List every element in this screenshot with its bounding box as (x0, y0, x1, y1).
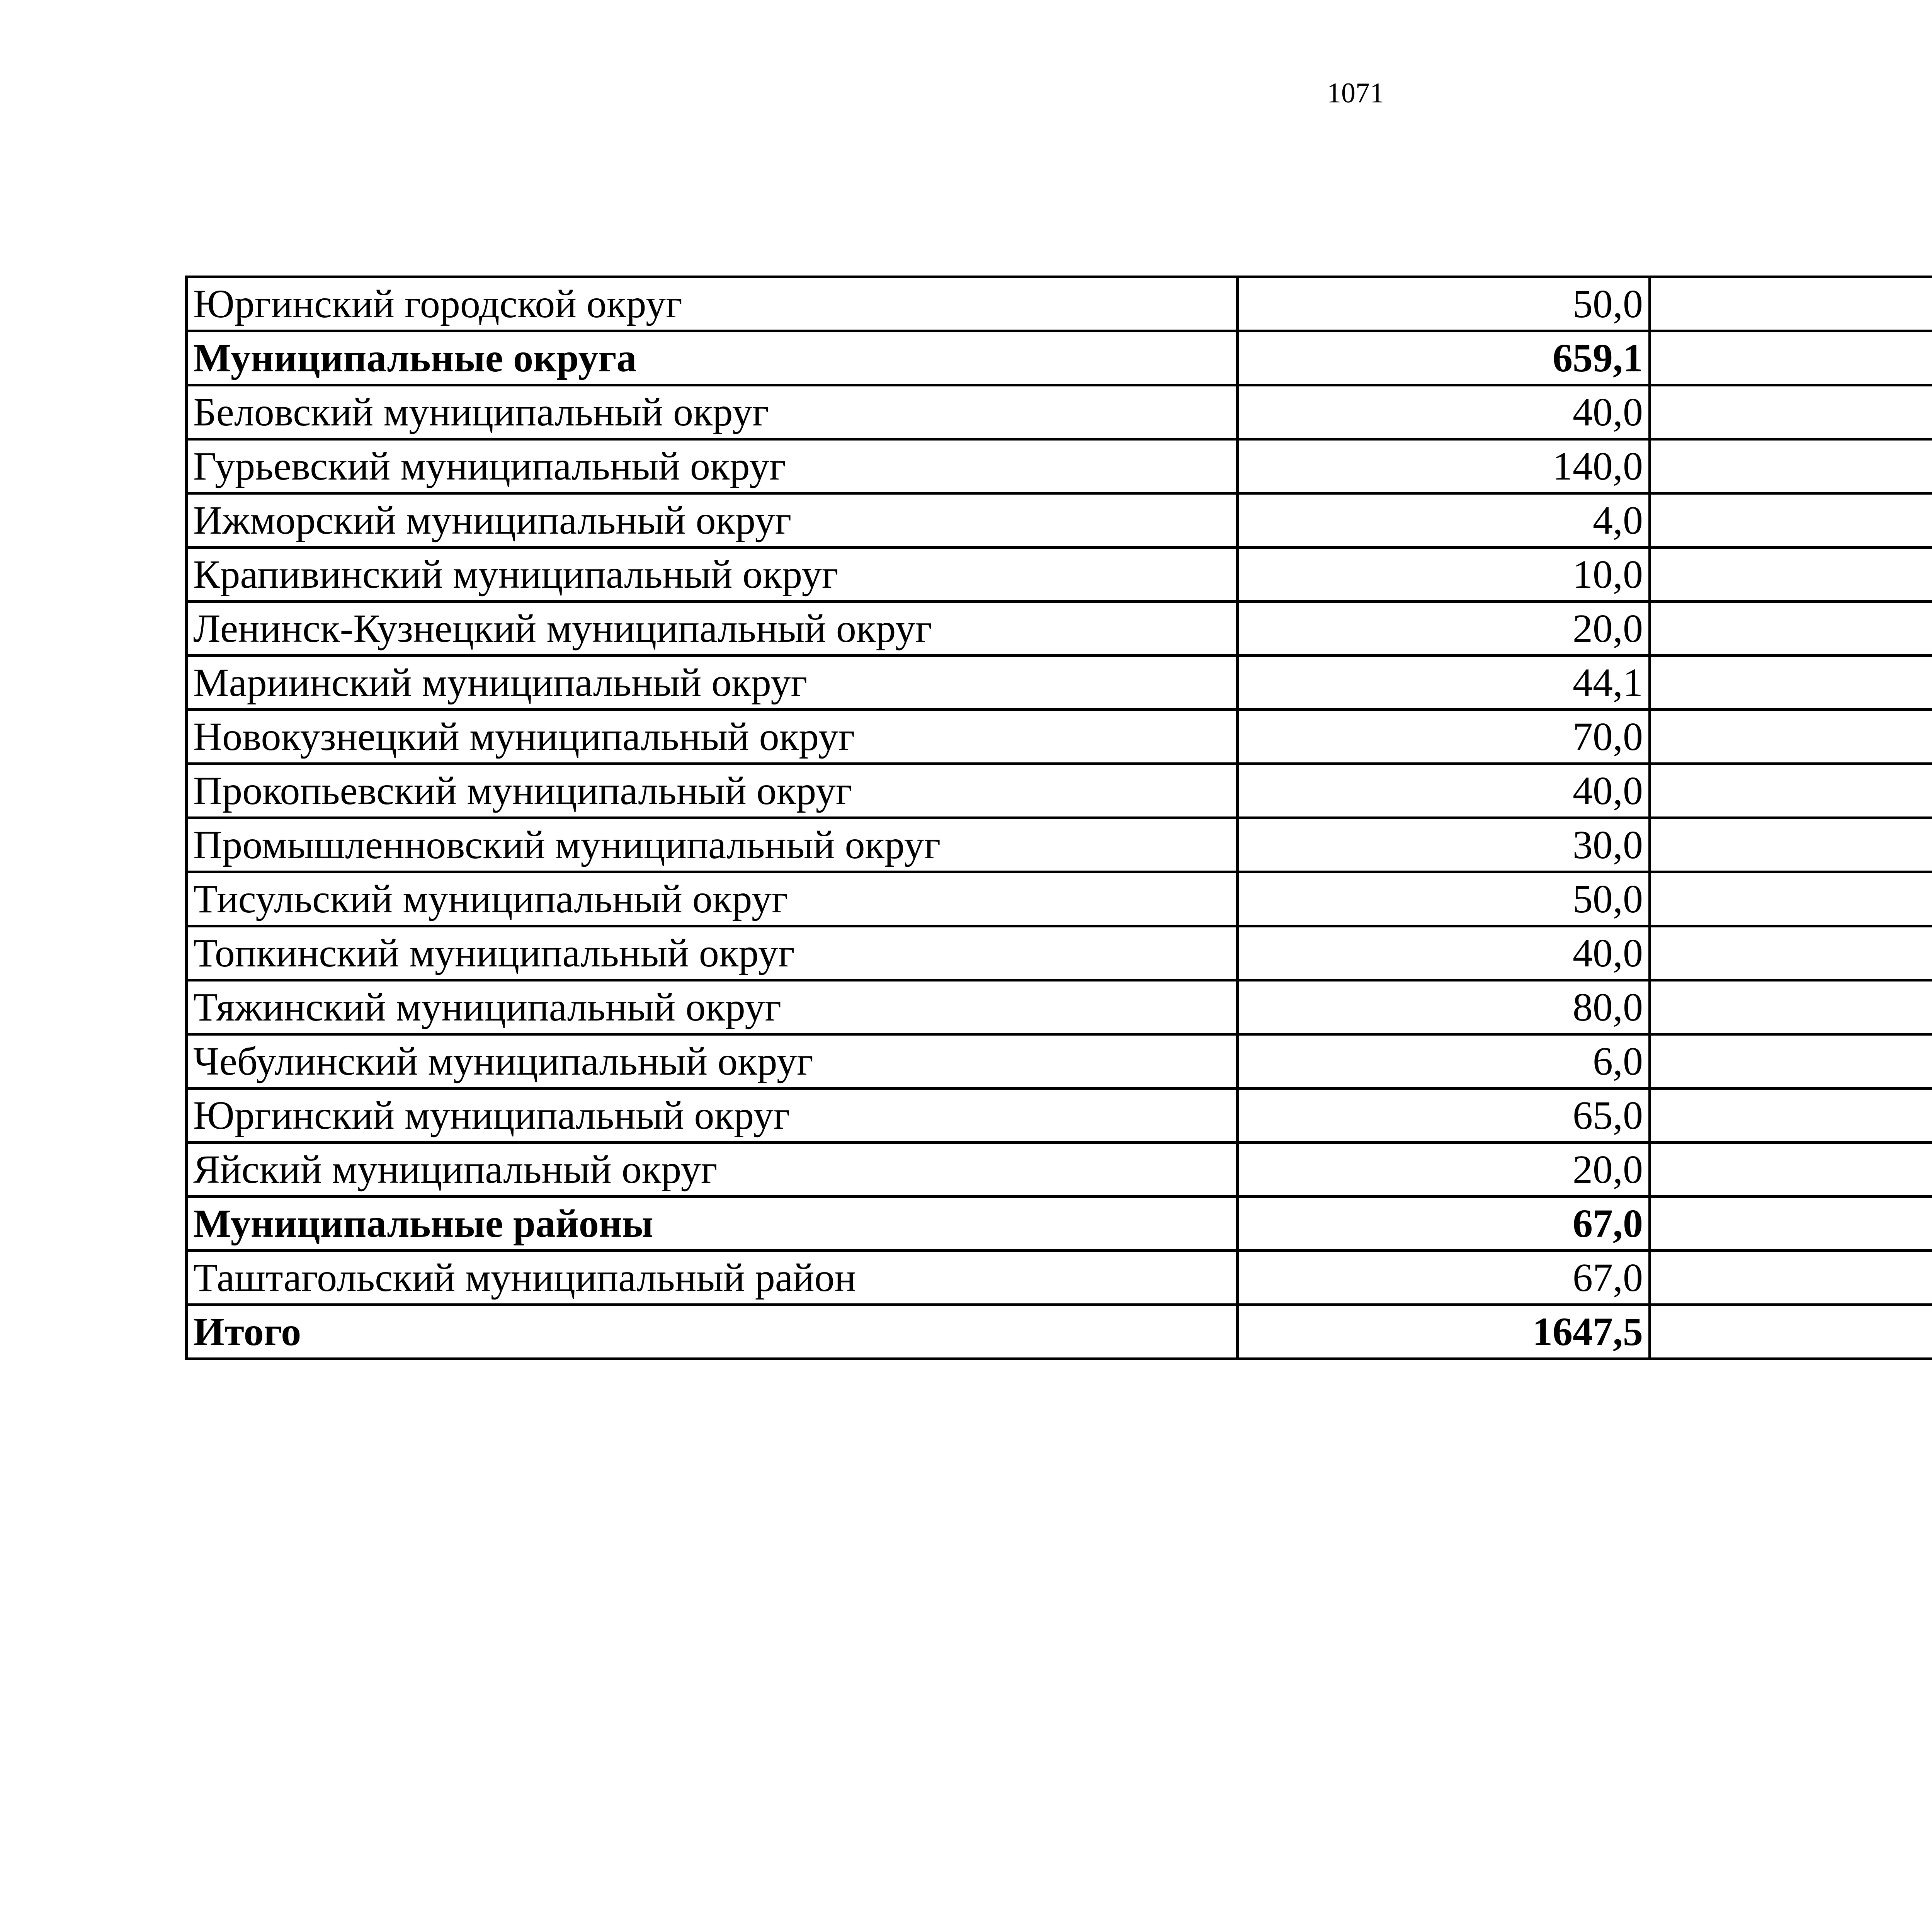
value-cell-2 (1650, 1034, 1932, 1089)
value-cell-1: 4,0 (1238, 493, 1650, 548)
municipality-name-cell: Юргинский городской округ (187, 277, 1238, 331)
value-cell-2 (1650, 602, 1932, 656)
value-cell-1: 40,0 (1238, 764, 1650, 818)
municipality-name-cell: Тисульский муниципальный округ (187, 872, 1238, 926)
value-cell-2 (1650, 926, 1932, 980)
value-cell-1: 50,0 (1238, 872, 1650, 926)
table-row (187, 872, 1932, 926)
municipality-name-cell: Юргинский муниципальный округ (187, 1089, 1238, 1143)
municipality-name-cell: Чебулинский муниципальный округ (187, 1034, 1238, 1089)
municipality-name-cell: Тяжинский муниципальный округ (187, 980, 1238, 1034)
table-row (187, 548, 1932, 602)
value-cell-1: 44,1 (1238, 656, 1650, 710)
table-row (187, 439, 1932, 493)
value-cell-2 (1650, 764, 1932, 818)
table-row (187, 710, 1932, 764)
value-cell-2 (1650, 1143, 1932, 1197)
value-cell-2 (1650, 818, 1932, 872)
value-cell-1: 10,0 (1238, 548, 1650, 602)
value-cell-2 (1650, 493, 1932, 548)
value-cell-2 (1650, 1251, 1932, 1305)
municipality-name-cell: Топкинский муниципальный округ (187, 926, 1238, 980)
value-cell-1: 140,0 (1238, 439, 1650, 493)
value-cell-1: 20,0 (1238, 602, 1650, 656)
municipality-name-cell: Гурьевский муниципальный округ (187, 439, 1238, 493)
table-row (187, 493, 1932, 548)
value-cell-2 (1650, 1197, 1932, 1251)
value-cell-1: 70,0 (1238, 710, 1650, 764)
value-cell-1: 30,0 (1238, 818, 1650, 872)
municipality-name-cell: Ленинск-Кузнецкий муниципальный округ (187, 602, 1238, 656)
table-row-subtotal (187, 1197, 1932, 1251)
table-row (187, 818, 1932, 872)
value-cell-1: 40,0 (1238, 926, 1650, 980)
value-cell-2 (1650, 980, 1932, 1034)
table-row (187, 1251, 1932, 1305)
table-row (187, 926, 1932, 980)
page-number: 1071 (1327, 77, 1384, 109)
municipality-name-cell: Яйский муниципальный округ (187, 1143, 1238, 1197)
municipality-name-cell: Таштагольский муниципальный район (187, 1251, 1238, 1305)
value-cell-2 (1650, 385, 1932, 439)
municipality-name-cell: Мариинский муниципальный округ (187, 656, 1238, 710)
value-cell-1: 50,0 (1238, 277, 1650, 331)
value-cell-1: 80,0 (1238, 980, 1650, 1034)
table-row (187, 385, 1932, 439)
municipality-name-cell: Крапивинский муниципальный округ (187, 548, 1238, 602)
table-row (187, 602, 1932, 656)
value-cell-2 (1650, 1089, 1932, 1143)
value-cell-1: 65,0 (1238, 1089, 1650, 1143)
value-cell-2 (1650, 656, 1932, 710)
table-row (187, 277, 1932, 331)
municipality-name-cell: Прокопьевский муниципальный округ (187, 764, 1238, 818)
value-cell-1: 1647,5 (1238, 1305, 1650, 1359)
budget-table (185, 276, 1932, 1360)
value-cell-1: 67,0 (1238, 1197, 1650, 1251)
municipality-name-cell: Муниципальные районы (187, 1197, 1238, 1251)
municipality-name-cell: Новокузнецкий муниципальный округ (187, 710, 1238, 764)
table-row-subtotal (187, 1305, 1932, 1359)
value-cell-1: 6,0 (1238, 1034, 1650, 1089)
table-row (187, 1034, 1932, 1089)
table-row (187, 1089, 1932, 1143)
value-cell-2 (1650, 710, 1932, 764)
table-row (187, 1143, 1932, 1197)
municipality-name-cell: Беловский муниципальный округ (187, 385, 1238, 439)
value-cell-2 (1650, 1305, 1932, 1359)
municipality-name-cell: Итого (187, 1305, 1238, 1359)
municipality-name-cell: Ижморский муниципальный округ (187, 493, 1238, 548)
value-cell-2 (1650, 872, 1932, 926)
table-row (187, 980, 1932, 1034)
municipality-name-cell: Муниципальные округа (187, 331, 1238, 385)
municipality-name-cell: Промышленновский муниципальный округ (187, 818, 1238, 872)
value-cell-1: 67,0 (1238, 1251, 1650, 1305)
value-cell-1: 659,1 (1238, 331, 1650, 385)
value-cell-2 (1650, 277, 1932, 331)
table-row (187, 764, 1932, 818)
value-cell-2 (1650, 331, 1932, 385)
value-cell-2 (1650, 548, 1932, 602)
value-cell-1: 20,0 (1238, 1143, 1650, 1197)
value-cell-1: 40,0 (1238, 385, 1650, 439)
table-row-subtotal (187, 331, 1932, 385)
value-cell-2 (1650, 439, 1932, 493)
table-body (187, 277, 1932, 1359)
table-row (187, 656, 1932, 710)
